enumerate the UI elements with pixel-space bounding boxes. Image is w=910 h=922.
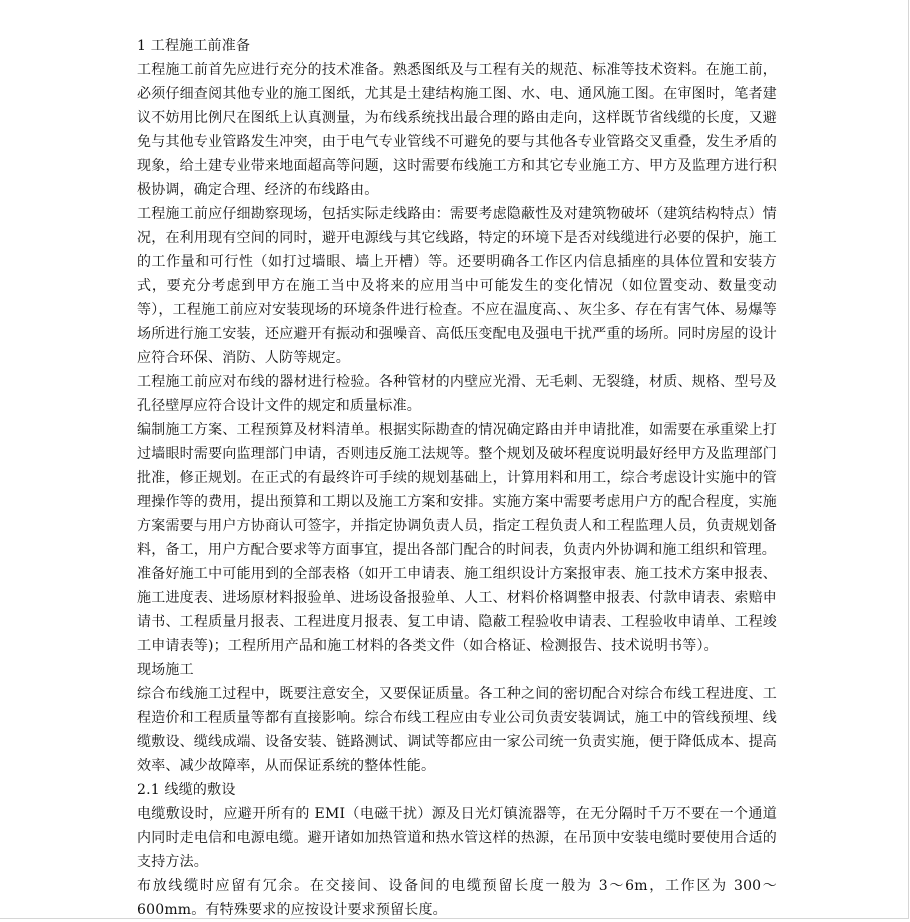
paragraph-forms: 准备好施工中可能用到的全部表格（如开工申请表、施工组织设计方案报审表、施工技术方案申报表、施工进度表、进场原材料报验单、进场设备报验单、人工、材料价格调整申报表、付款申请表、索赔申请书、工程质量月报表、工程进度月报表、复工申请、隐蔽工程验收申请表、工程验收申请单、工程竣工申请表等)；工程所用产品和施工材料的各类文件（如合格证、检测报告、技术说明书等）。 [137,566,777,654]
paragraph-construction-plan: 编制施工方案、工程预算及材料清单。根据实际勘查的情况确定路由并申请批准，如需要在承重梁上打过墙眼时需要向监理部门申请，否则违反施工法规等。整个规划及破坏程度说明最好经甲方及监理部门批准，修正规划。在正式的有最终许可手续的规划基础上，计算用料和用工，综合考虑设计实施中的管理操作等的费用，提出预算和工期以及施工方案和安排。实施方案中需要考虑用户方的配合程度，实施方案需要与用户方协商认可签字，并指定协调负责人员，指定工程负责人和工程监理人员，负责规划备料，备工，用户方配合要求等方面事宜，提出各部门配合的时间表，负责内外协调和施工组织和管理。 [137,422,777,558]
section-heading-site-construction: 现场施工 [137,662,194,678]
document-body [137,34,777,922]
paragraph-cable-slack: 布放线缆时应留有冗余。在交接间、设备间的电缆预留长度一般为 3～6m，工作区为 300～600mm。有特殊要求的应按设计要求预留长度。 [137,878,777,918]
paragraph-technical-preparation: 工程施工前首先应进行充分的技术准备。熟悉图纸及与工程有关的规范、标准等技术资料。在施工前，必须仔细查阅其他专业的施工图纸，尤其是土建结构施工图、水、电、通风施工图。在审图时，笔者建议不妨用比例尺在图纸上认真测量，为布线系统找出最合理的路由走向，这样既节省线缆的长度，又避免与其他专业管路发生冲突，由于电气专业管线不可避免的要与其他各专业管路交叉重叠，发生矛盾的现象，给土建专业带来地面超高等问题，这时需要布线施工方和其它专业施工方、甲方及监理方进行积极协调，确定合理、经济的布线路由。 [137,62,777,198]
paragraph-material-inspection: 工程施工前应对布线的器材进行检验。各种管材的内壁应光滑、无毛刺、无裂缝，材质、规格、型号及孔径壁厚应符合设计文件的规定和质量标准。 [137,374,777,414]
section-heading-1: 1 工程施工前准备 [137,38,251,54]
paragraph-site-survey: 工程施工前应仔细勘察现场，包括实际走线路由：需要考虑隐蔽性及对建筑物破坏（建筑结构特点）情况，在利用现有空间的同时，避开电源线与其它线路，特定的环境下是否对线缆进行必要的保护，施工的工作量和可行性（如打过墙眼、墙上开槽）等。还要明确各工作区内信息插座的具体位置和安装方式，要充分考虑到甲方在施工当中及将来的应用当中可能发生的变化情况（如位置变动、数量变动等），工程施工前应对安装现场的环境条件进行检查。不应在温度高、、灰尘多、存在有害气体、易爆等场所进行施工安装，还应避开有振动和强噪音、高低压变配电及强电干扰严重的场所。同时房屋的设计应符合环保、消防、人防等规定。 [137,206,777,366]
paragraph-cable-emi: 电缆敷设时，应避开所有的 EMI（电磁干扰）源及日光灯镇流器等，在无分隔时千万不要在一个通道内同时走电信和电源电缆。避开诸如加热管道和热水管这样的热源，在吊顶中安装电缆时要使用合适的支持方法。 [137,806,777,870]
section-heading-2-1: 2.1 线缆的敷设 [137,782,236,798]
paragraph-site-construction: 综合布线施工过程中，既要注意安全，又要保证质量。各工种之间的密切配合对综合布线工程进度、工程造价和工程质量等都有直接影响。综合布线工程应由专业公司负责安装调试，施工中的管线预埋、线缆敷设、缆线成端、设备安装、链路测试、调试等都应由一家公司统一负责实施，便于降低成本、提高效率、减少故障率，从而保证系统的整体性能。 [137,686,777,774]
